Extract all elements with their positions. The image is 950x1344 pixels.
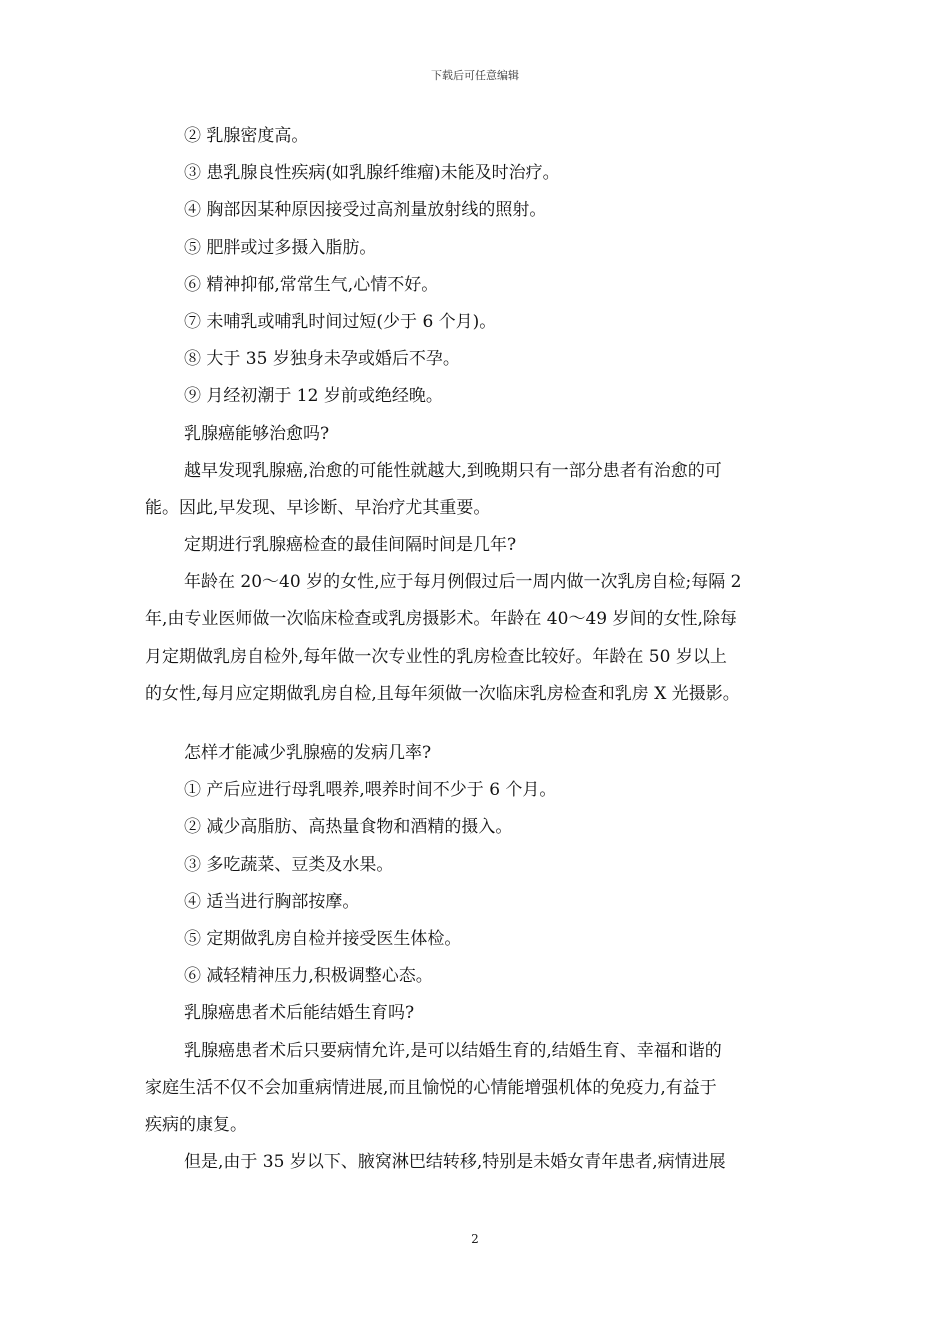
text-line: ③ 多吃蔬菜、豆类及水果。	[184, 854, 394, 875]
text-line: ④ 适当进行胸部按摩。	[184, 891, 360, 912]
page-header: 下载后可任意编辑	[431, 69, 519, 82]
text-line: 怎样才能减少乳腺癌的发病几率?	[184, 743, 432, 763]
text-line: 年,由专业医师做一次临床检查或乳房摄影术。年龄在 40～49 岁间的女性,除每	[145, 609, 737, 630]
page-number: 2	[471, 1232, 479, 1246]
text-line: 能。因此,早发现、早诊断、早治疗尤其重要。	[145, 497, 491, 518]
text-line: 乳腺癌患者术后只要病情允许,是可以结婚生育的,结婚生育、幸福和谐的	[184, 1040, 722, 1061]
text-line: ⑨ 月经初潮于 12 岁前或绝经晚。	[184, 386, 443, 407]
text-line: 疾病的康复。	[145, 1114, 247, 1135]
text-line: ⑥ 精神抑郁,常常生气,心情不好。	[184, 274, 439, 295]
text-line: 乳腺癌患者术后能结婚生育吗?	[184, 1003, 415, 1024]
text-line: ② 乳腺密度高。	[184, 126, 309, 146]
text-line: ⑥ 减轻精神压力,积极调整心态。	[184, 966, 433, 987]
text-line: 但是,由于 35 岁以下、腋窝淋巴结转移,特别是未婚女青年患者,病情进展	[184, 1152, 726, 1173]
paragraph-gap	[145, 713, 809, 735]
text-line: 年龄在 20～40 岁的女性,应于每月例假过后一周内做一次乳房自检;每隔 2	[184, 572, 742, 593]
text-line: 定期进行乳腺癌检查的最佳间隔时间是几年?	[184, 535, 517, 556]
text-line: 的女性,每月应定期做乳房自检,且每年须做一次临床乳房检查和乳房 X 光摄影。	[145, 683, 740, 704]
text-line: ⑤ 定期做乳房自检并接受医生体检。	[184, 928, 462, 949]
text-line: ⑧ 大于 35 岁独身未孕或婚后不孕。	[184, 349, 460, 370]
text-line: 越早发现乳腺癌,治愈的可能性就越大,到晚期只有一部分患者有治愈的可	[184, 460, 722, 481]
text-line: 乳腺癌能够治愈吗?	[184, 423, 330, 444]
text-line: ⑤ 肥胖或过多摄入脂肪。	[184, 237, 377, 258]
text-line: ④ 胸部因某种原因接受过高剂量放射线的照射。	[184, 200, 547, 221]
text-line: 家庭生活不仅不会加重病情进展,而且愉悦的心情能增强机体的免疫力,有益于	[145, 1077, 717, 1098]
text-line: 月定期做乳房自检外,每年做一次专业性的乳房检查比较好。年龄在 50 岁以上	[145, 646, 727, 667]
text-line: ② 减少高脂肪、高热量食物和酒精的摄入。	[184, 817, 513, 838]
document-body	[145, 118, 809, 1181]
text-line: ⑦ 未哺乳或哺乳时间过短(少于 6 个月)。	[184, 311, 497, 332]
text-line: ③ 患乳腺良性疾病(如乳腺纤维瘤)未能及时治疗。	[184, 163, 560, 184]
text-line: ① 产后应进行母乳喂养,喂养时间不少于 6 个月。	[184, 780, 557, 801]
